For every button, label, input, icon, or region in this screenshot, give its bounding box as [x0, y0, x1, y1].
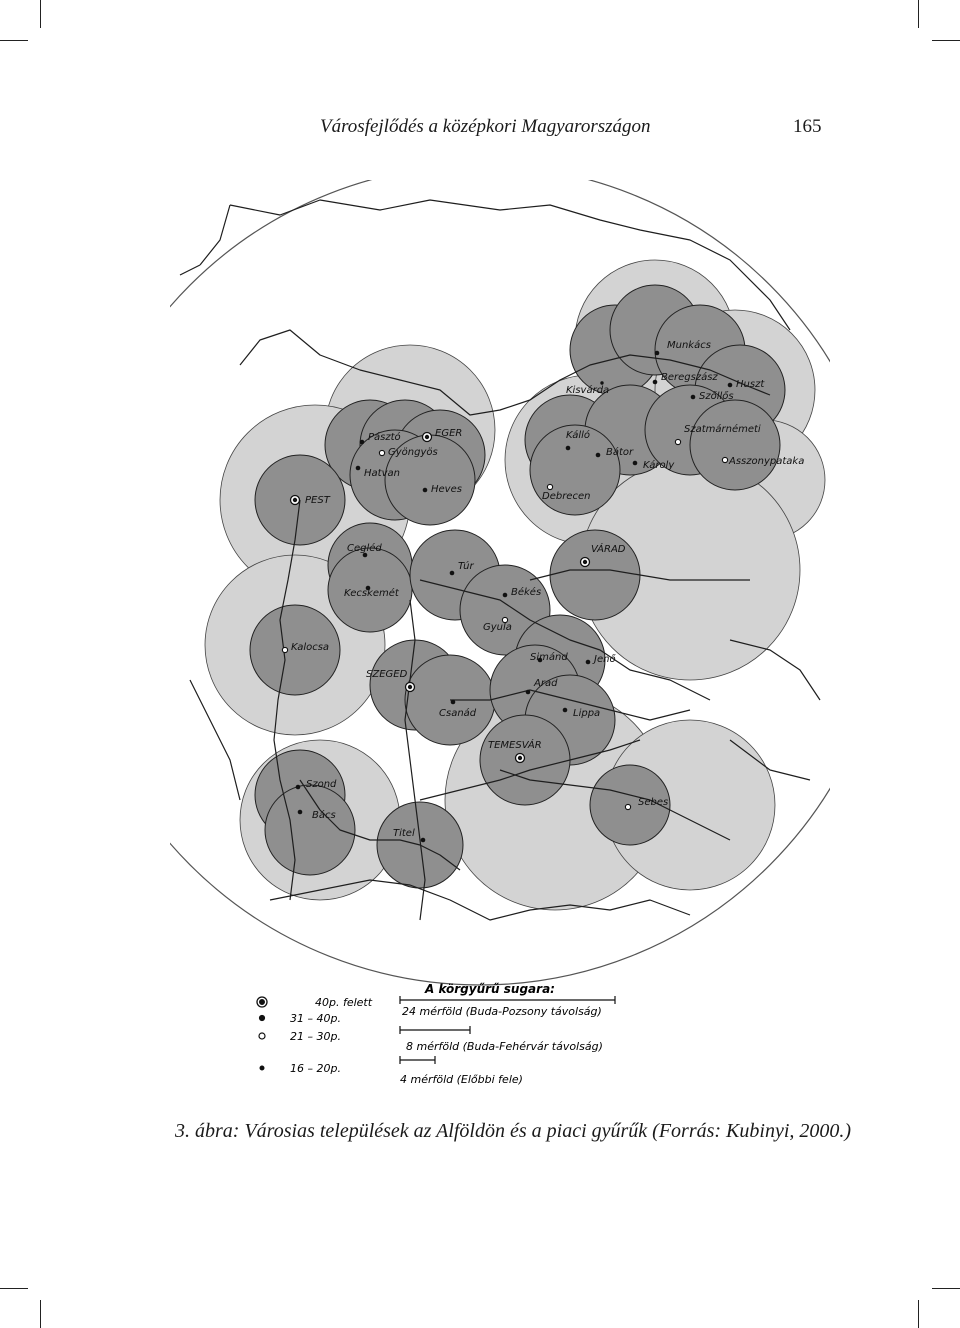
town-label-simand: Simánd: [530, 652, 568, 663]
town-marker-szollos: [691, 395, 696, 400]
crop-mark: [40, 1300, 41, 1328]
town-marker-debrecen: [547, 484, 552, 489]
town-marker-szond: [296, 785, 301, 790]
town-marker-tur: [450, 571, 455, 576]
legend-class-4: 16 – 20p.: [290, 1062, 341, 1075]
town-label-gyula: Gyula: [483, 622, 512, 633]
town-label-pest: PEST: [305, 495, 330, 506]
town-label-varad: VÁRAD: [591, 544, 626, 555]
legend-symbols: [257, 997, 267, 1070]
town-marker-paszto: [360, 440, 365, 445]
town-marker-asszonypataka: [722, 457, 727, 462]
legend-class-1: 40p. felett: [315, 996, 373, 1009]
town-marker-eger: [423, 433, 432, 442]
legend-radius-1: 24 mérföld (Buda-Pozsony távolság): [402, 1005, 602, 1018]
town-label-arad: Arad: [534, 678, 558, 689]
town-label-kallo: Kálló: [566, 430, 591, 441]
town-marker-temesvar: [516, 754, 525, 763]
town-label-cegled: Cegléd: [347, 543, 382, 554]
crop-mark: [918, 0, 919, 28]
town-label-eger: EGER: [435, 428, 463, 439]
town-label-hatvan: Hatvan: [364, 468, 400, 479]
town-marker-huszt: [728, 383, 733, 388]
legend-radius-title: A körgyűrű sugara:: [425, 982, 555, 996]
legend-radius-3: 4 mérföld (Előbbi fele): [400, 1073, 523, 1086]
town-label-paszto: Pásztó: [368, 432, 401, 443]
town-label-titel: Titel: [393, 828, 415, 839]
legend-class-2: 31 – 40p.: [290, 1012, 341, 1025]
crop-mark: [0, 1288, 28, 1289]
town-marker-munkacs: [655, 351, 660, 356]
town-marker-heves: [423, 488, 428, 493]
page-number: 165: [793, 116, 822, 137]
town-label-asszonypataka: Asszonypataka: [729, 456, 805, 467]
town-label-tur: Túr: [458, 561, 474, 572]
town-marker-varad: [581, 558, 590, 567]
town-label-bator: Bátor: [606, 447, 634, 458]
town-label-debrecen: Debrecen: [542, 491, 591, 502]
town-label-kisvarda: Kisvárda: [566, 385, 610, 396]
town-label-csanad: Csanád: [439, 708, 477, 719]
town-marker-bekes: [503, 593, 508, 598]
town-label-sebes: Sebes: [638, 797, 669, 808]
town-label-kecskemet: Kecskemét: [344, 588, 399, 599]
legend-class-3: 21 – 30p.: [290, 1030, 341, 1043]
town-marker-bator: [596, 453, 601, 458]
town-marker-csanad: [451, 700, 456, 705]
map-legend: [257, 982, 615, 1086]
crop-mark: [932, 1288, 960, 1289]
town-label-beregszasz: Beregszász: [661, 372, 718, 383]
town-marker-kalocsa: [282, 647, 287, 652]
town-marker-titel: [421, 838, 426, 843]
town-label-temesvar: TEMESVÁR: [488, 740, 542, 751]
town-marker-bacs: [298, 810, 303, 815]
town-marker-lippa: [563, 708, 568, 713]
town-marker-sebes: [625, 804, 630, 809]
town-label-szatmarnemeti: Szatmárnémeti: [684, 424, 761, 435]
town-marker-karoly: [633, 461, 638, 466]
town-label-kalocsa: Kalocsa: [291, 642, 330, 653]
market-ring-map: [170, 180, 830, 1110]
town-marker-szatmarnemeti: [675, 439, 680, 444]
town-label-bacs: Bács: [312, 810, 336, 821]
town-marker-gyongyos: [379, 450, 384, 455]
town-marker-jeno: [586, 660, 591, 665]
crop-mark: [40, 0, 41, 28]
town-label-bekes: Békés: [511, 587, 542, 598]
town-label-szollos: Szőllős: [699, 391, 734, 402]
running-title: Városfejlődés a középkori Magyarországon: [320, 116, 651, 137]
town-label-lippa: Lippa: [573, 708, 601, 719]
town-label-szond: Szond: [306, 779, 337, 790]
town-label-karoly: Károly: [643, 460, 675, 471]
town-marker-szeged: [406, 683, 415, 692]
crop-mark: [0, 40, 28, 41]
town-label-gyongyos: Gyöngyös: [388, 447, 438, 458]
town-marker-kallo: [566, 446, 571, 451]
town-label-heves: Heves: [431, 484, 462, 495]
town-label-huszt: Huszt: [736, 379, 765, 390]
town-marker-pest: [291, 496, 300, 505]
town-marker-hatvan: [356, 466, 361, 471]
town-label-jeno: Jenő: [594, 654, 616, 665]
town-marker-arad: [526, 690, 531, 695]
figure-caption: 3. ábra: Városias települések az Alföldön és a piaci gyűrűk (Forrás: Kubinyi, 2000.): [175, 1120, 852, 1142]
legend-radius-2: 8 mérföld (Buda-Fehérvár távolság): [406, 1040, 603, 1053]
town-label-munkacs: Munkács: [667, 340, 711, 351]
town-label-szeged: SZEGED: [366, 669, 408, 680]
crop-mark: [932, 40, 960, 41]
town-marker-beregszasz: [653, 380, 658, 385]
crop-mark: [918, 1300, 919, 1328]
